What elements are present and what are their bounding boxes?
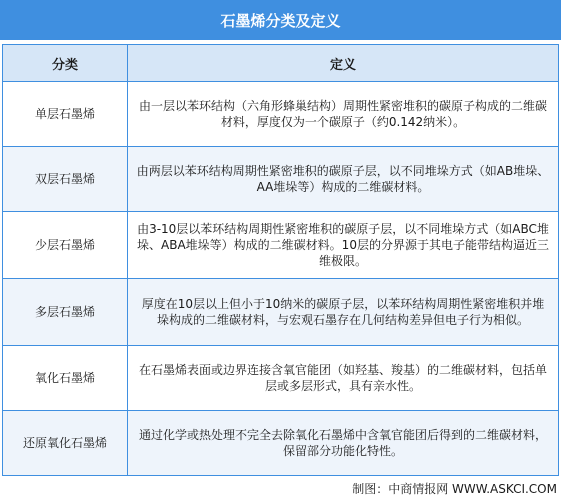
row-category: 氧化石墨烯 [3,346,128,411]
table-row [3,82,559,147]
row-category: 还原氧化石墨烯 [3,411,128,476]
row-definition: 由一层以苯环结构（六角形蜂巢结构）周期性紧密堆积的碳原子构成的二维碳材料，厚度仅为一个碳原子（约0.142纳米）。 [128,82,559,147]
source-credit: 制图：中商情报网 WWW.ASKCI.COM [352,482,557,496]
row-category: 单层石墨烯 [3,82,128,147]
table-row [3,279,559,346]
row-definition: 由两层以苯环结构周期性紧密堆积的碳原子层，以不同堆垛方式（如AB堆垛、AA堆垛等）构成的二维碳材料。 [128,147,559,212]
header-row [3,45,559,82]
header-definition: 定义 [128,45,559,82]
row-definition: 厚度在10层以上但小于10纳米的碳原子层，以苯环结构周期性紧密堆积并堆垛构成的二维碳材料，与宏观石墨存在几何结构差异但电子行为相似。 [128,279,559,346]
table-title: 石墨烯分类及定义 [0,0,561,40]
row-definition: 由3-10层以苯环结构周期性紧密堆积的碳原子层，以不同堆垛方式（如ABC堆垛、ABA堆垛等）构成的二维碳材料。10层的分界源于其电子能带结构逼近三维极限。 [128,212,559,279]
row-definition: 通过化学或热处理不完全去除氧化石墨烯中含氧官能团后得到的二维碳材料，保留部分功能化特性。 [128,411,559,476]
row-category: 双层石墨烯 [3,147,128,212]
table-row [3,411,559,476]
row-category: 多层石墨烯 [3,279,128,346]
table-row [3,346,559,411]
header-category: 分类 [3,45,128,82]
row-category: 少层石墨烯 [3,212,128,279]
graphene-table [2,44,558,476]
row-definition: 在石墨烯表面或边界连接含氧官能团（如羟基、羧基）的二维碳材料，包括单层或多层形式，具有亲水性。 [128,346,559,411]
data-table [2,44,559,476]
table-row [3,147,559,212]
table-row [3,212,559,279]
